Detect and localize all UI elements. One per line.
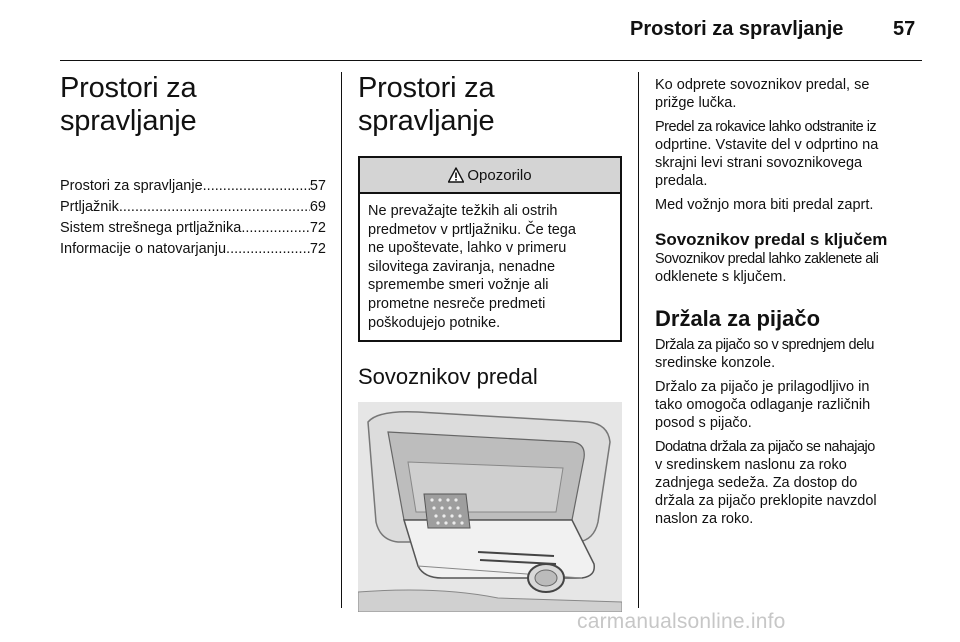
text-line: Ko odprete sovoznikov predal, se	[655, 77, 870, 93]
middle-column	[358, 72, 622, 612]
warning-triangle-icon	[448, 167, 464, 183]
text-line: posod s pijačo.	[655, 415, 752, 431]
toc-entry[interactable]	[60, 176, 326, 197]
text-line: prižge lučka.	[655, 95, 737, 111]
paragraph-lamp	[655, 76, 923, 112]
text-line: odprtine. Vstavite del v odprtino na	[655, 137, 879, 153]
text-line: Držala za pijačo so v sprednjem delu	[655, 337, 874, 353]
right-column	[655, 76, 923, 534]
paragraph-cup-holders-location	[655, 336, 923, 372]
column-divider-2	[638, 72, 639, 608]
toc-entry-page: 57	[309, 178, 326, 194]
warning-text	[360, 194, 620, 340]
glovebox-illustration	[358, 402, 622, 612]
header-rule	[60, 60, 922, 61]
heading-cup-holders: Držala za pijačo	[655, 306, 821, 331]
toc-entry[interactable]	[60, 218, 326, 239]
toc-entry-title: Prtljažnik	[60, 199, 119, 215]
column-divider-1	[341, 72, 342, 608]
text-line: v sredinskem naslonu za roko	[655, 457, 847, 473]
text-line: Sovoznikov predal lahko zaklenete ali	[655, 251, 879, 267]
subsection-heading: Sovoznikov predal	[358, 364, 538, 390]
toc-leader-dots	[119, 197, 310, 218]
toc-entry[interactable]	[60, 239, 326, 260]
paragraph-rear-cup-holders	[655, 438, 923, 528]
chapter-heading: Prostori za spravljanje	[60, 72, 197, 137]
subheading-key-lock: Sovoznikov predal s ključem	[655, 230, 888, 249]
paragraph-key-lock	[655, 250, 923, 286]
text-line: zadnjega sedeža. Za dostop do	[655, 475, 858, 491]
glovebox-drawing	[358, 402, 622, 612]
watermark: carmanualsonline.info	[577, 610, 786, 633]
text-line: Predel za rokavice lahko odstranite iz	[655, 119, 877, 135]
warning-box	[358, 156, 622, 342]
paragraph-cup-holder-adjustable	[655, 378, 923, 432]
toc-entry-page: 72	[309, 241, 326, 257]
warning-line: spremembe smeri vožnje ali	[368, 277, 549, 294]
warning-line: Ne prevažajte težkih ali ostrih	[368, 203, 558, 219]
page-number: 57	[893, 18, 916, 40]
text-line: Držalo za pijačo je prilagodljivo in	[655, 379, 870, 395]
warning-line: ne upoštevate, lahko v primeru	[368, 240, 567, 257]
toc-leader-dots	[203, 176, 310, 197]
warning-line: predmetov v prtljažniku. Če tega	[368, 221, 576, 238]
toc-leader-dots	[241, 218, 310, 239]
warning-line: silovitega zaviranja, nenadne	[368, 258, 556, 275]
running-header-title: Prostori za spravljanje	[630, 18, 844, 40]
text-line: tako omogoča odlaganje različnih	[655, 397, 871, 413]
text-line: odklenete s ključem.	[655, 269, 787, 285]
paragraph-closed-while-driving	[655, 196, 923, 214]
warning-line: poškodujejo potnike.	[368, 314, 501, 331]
toc-entry-page: 69	[309, 199, 326, 215]
warning-header	[360, 158, 620, 194]
toc-entry-title: Informacije o natovarjanju	[60, 241, 227, 257]
toc-entry[interactable]	[60, 197, 326, 218]
toc-leader-dots	[226, 239, 310, 260]
text-line: skrajni levi strani sovoznikovega	[655, 155, 863, 171]
toc-entry-title: Sistem strešnega prtljažnika	[60, 220, 242, 236]
text-line: sredinske konzole.	[655, 355, 776, 371]
text-line: predala.	[655, 173, 708, 189]
toc-entry-page: 72	[309, 220, 326, 236]
toc-entry-title: Prostori za spravljanje	[60, 178, 203, 194]
text-line: Dodatna držala za pijačo se nahajajo	[655, 439, 875, 455]
table-of-contents	[60, 176, 326, 260]
paragraph-glove-compartment	[655, 118, 923, 190]
text-line: držala za pijačo preklopite navzdol	[655, 493, 877, 509]
chapter-contents-column	[60, 72, 326, 260]
text-line: Med vožnjo mora biti predal zaprt.	[655, 197, 874, 213]
warning-line: prometne nesreče predmeti	[368, 295, 546, 312]
section-heading: Prostori za spravljanje	[358, 72, 495, 137]
text-line: naslon za roko.	[655, 511, 754, 527]
warning-label: Opozorilo	[467, 166, 532, 184]
